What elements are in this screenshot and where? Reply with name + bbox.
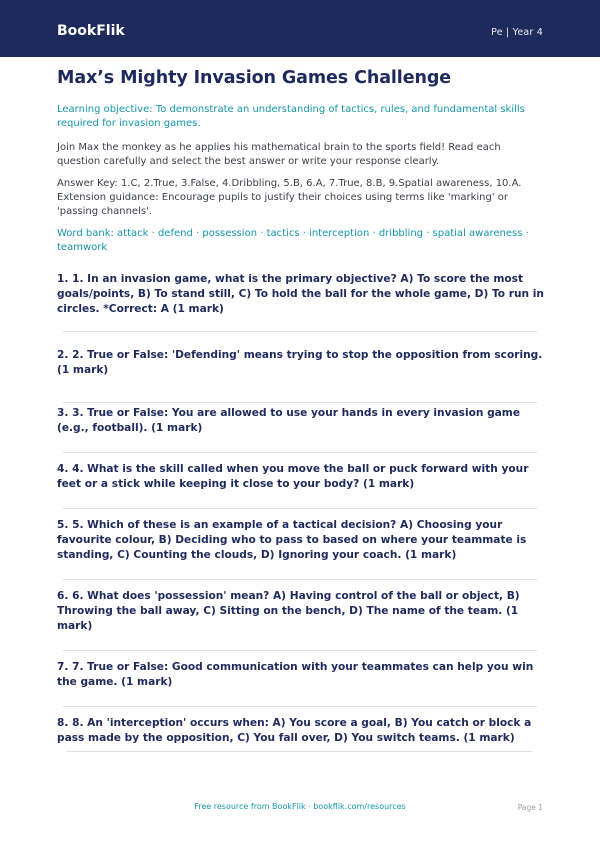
question-item-5: 5. 5. Which of these is an example of a tactical decision? A) Choosing your favourite colour, B) Deciding who to pass to based on where your teammate is standing, C) Counting the clouds, D) Ignoring your coach. (1 mark) [57,519,527,561]
answer-line-1[interactable] [63,331,537,332]
learning-objective: Learning objective: To demonstrate an understanding of tactics, rules, and fundamental skills required for invasion games. [57,104,525,129]
question-item-7: 7. 7. True or False: Good communication with your teammates can help you win the game. (1 mark) [57,661,534,688]
page-header [0,0,600,57]
answer-line-6[interactable] [63,650,537,651]
answer-key: Answer Key: 1.C, 2.True, 3.False, 4.Dribbling, 5.B, 6.A, 7.True, 8.B, 9.Spatial awareness, 10.A. Extension guidance: Encourage pupils to justify their choices using terms like 'marking' or 'passing channels'. [57,178,522,217]
question-item-2: 2. 2. True or False: 'Defending' means trying to stop the opposition from scoring. (1 mark) [57,349,543,376]
brand-logo-text[interactable]: BookFlik [57,23,125,39]
answer-line-8[interactable] [67,751,532,752]
answer-line-5[interactable] [63,579,537,580]
answer-line-7[interactable] [63,706,537,707]
worksheet-content [57,63,544,746]
question-item-3: 3. 3. True or False: You are allowed to use your hands in every invasion game (e.g., football). (1 mark) [57,407,521,434]
footer-resource-link[interactable]: Free resource from BookFlik · bookflik.com/resources [194,802,406,811]
question-item-8: 8. 8. An 'interception' occurs when: A) You score a goal, B) You catch or block a pass made by the opposition, C) You fall over, D) You switch teams. (1 mark) [57,717,532,744]
question-item-1: 1. 1. In an invasion game, what is the primary objective? A) To score the most goals/points, B) To stand still, C) To hold the ball for the whole game, D) To run in circles. *Correct: A (1 mark) [57,273,544,315]
answer-line-4[interactable] [63,508,537,509]
answer-line-3[interactable] [63,452,537,453]
word-bank: Word bank: attack · defend · possession · tactics · interception · dribbling · spatial awareness · teamwork [57,228,529,253]
question-item-6: 6. 6. What does 'possession' mean? A) Having control of the ball or object, B) Throwing the ball away, C) Sitting on the bench, D) The name of the team. (1 mark) [57,590,520,632]
intro-text: Join Max the monkey as he applies his mathematical brain to the sports field! Read each question carefully and select the best answer or write your response clearly. [57,142,501,167]
worksheet-title: Max’s Mighty Invasion Games Challenge [57,68,452,88]
answer-line-2[interactable] [63,402,537,403]
question-item-4: 4. 4. What is the skill called when you move the ball or puck forward with your feet or a stick while keeping it close to your body? (1 mark) [57,463,529,490]
subject-year-label: Pe | Year 4 [491,27,543,38]
question-list [57,272,544,746]
page-number: Page 1 [517,803,543,812]
